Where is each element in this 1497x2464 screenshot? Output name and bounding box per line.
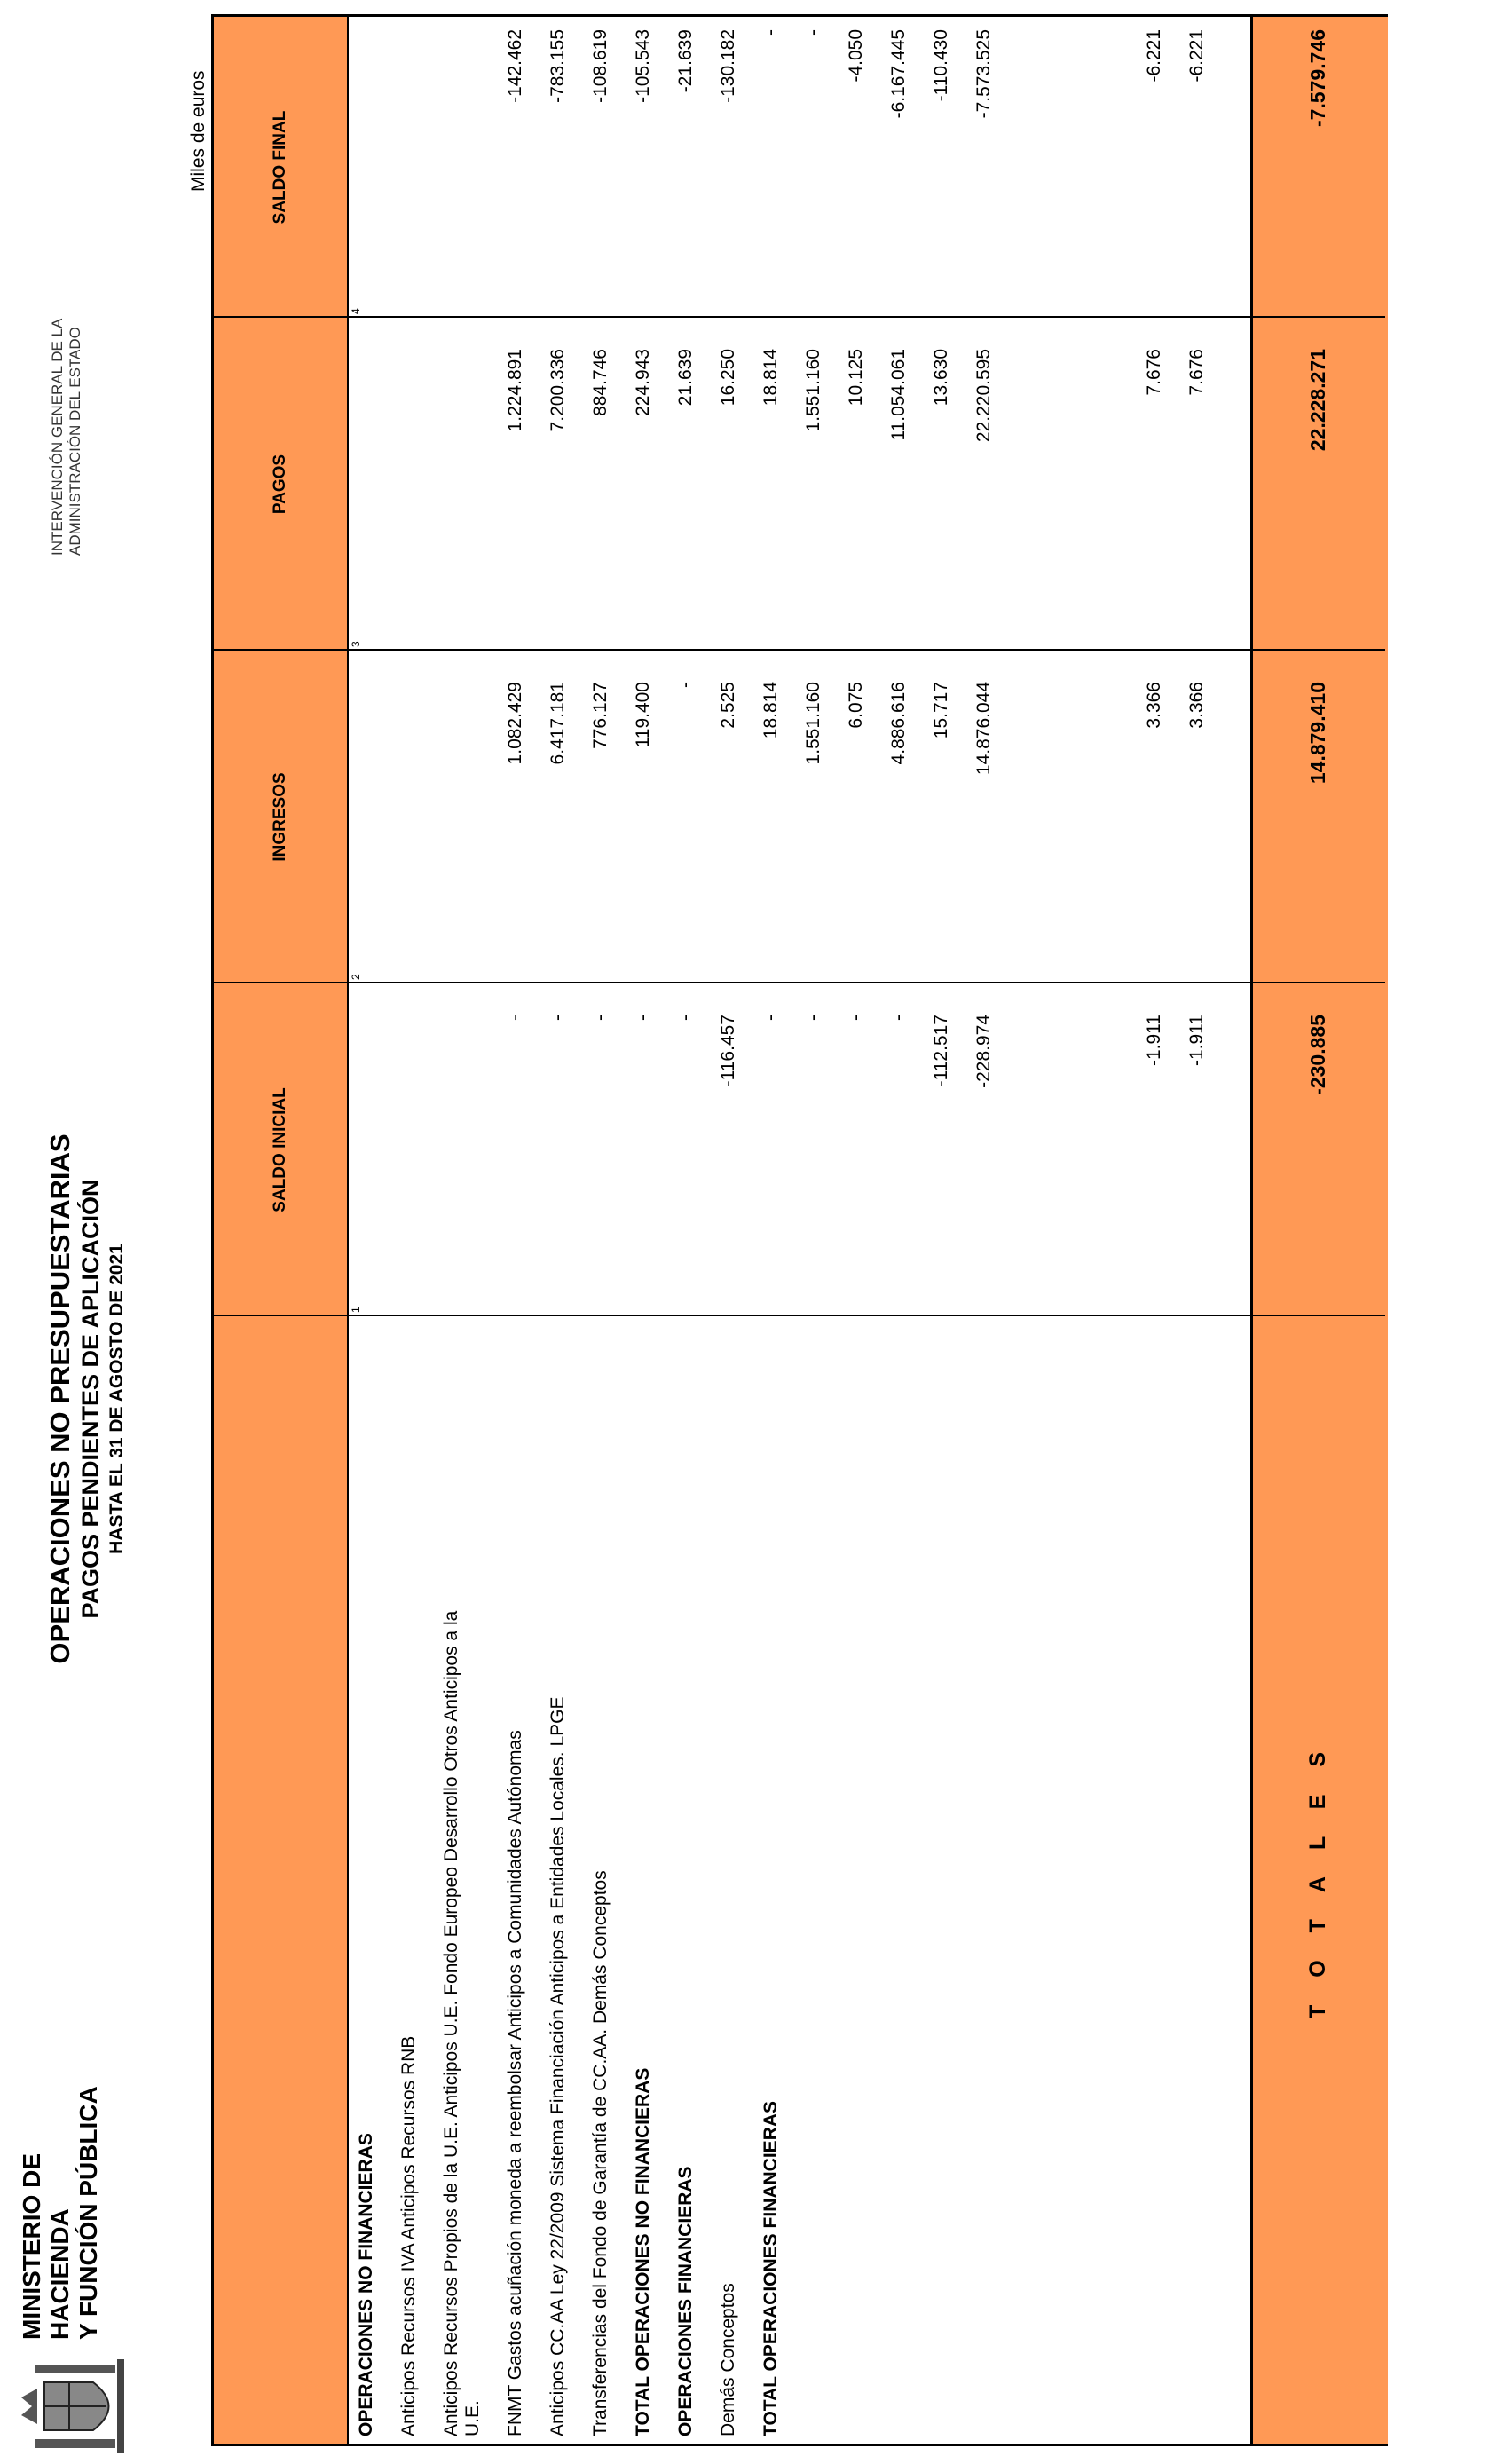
row-label: TOTAL OPERACIONES NO FINANCIERAS [633,2067,653,2436]
report-subtitle: PAGOS PENDIENTES DE APLICACIÓN [77,1179,104,1619]
cell-ingresos: 3.366 [1186,682,1207,729]
row-label: OPERACIONES FINANCIERAS [675,2166,696,2436]
cell-saldo-final: - [803,29,823,36]
cell-saldo-final: -6.167.445 [888,29,909,119]
totals-label: T O T A L E S [1304,1741,1330,2019]
cell-saldo-final: -110.430 [931,29,951,102]
column-header-saldo-inicial: SALDO INICIAL [271,1087,289,1212]
cell-saldo-inicial: - [633,1015,653,1021]
igae-label [49,319,84,556]
column-number: 2 [350,974,362,980]
cell-saldo-final: -21.639 [675,29,696,93]
cell-ingresos: 6.075 [846,682,866,729]
cell-saldo-inicial: - [548,1015,568,1021]
cell-pagos: 1.224.891 [505,349,525,432]
cell-saldo-inicial: - [803,1015,823,1021]
cell-saldo-final: -105.543 [633,29,653,103]
cell-saldo-inicial: - [590,1015,611,1021]
row-label: FNMT Gastos acuñación moneda a reembolsar Anticipos a Comunidades Autónomas [505,1730,525,2436]
cell-pagos: 1.551.160 [803,349,823,432]
cell-pagos: 11.054.061 [888,349,909,441]
column-number: 3 [350,641,362,647]
row-label: Transferencias del Fondo de Garantía de CC.AA. Demás Conceptos [590,1870,611,2436]
cell-pagos: 7.200.336 [548,349,568,432]
ministry-line: Y FUNCIÓN PÚBLICA [75,2086,102,2340]
cell-saldo-final: -108.619 [590,29,611,103]
column-header-ingresos: INGRESOS [271,772,289,862]
cell-saldo-final: -130.182 [718,29,738,103]
cell-saldo-final: -142.462 [505,29,525,103]
row-label: Demás Conceptos [718,2283,738,2436]
report-period: HASTA EL 31 DE AGOSTO DE 2021 [106,1244,127,1554]
cell-saldo-inicial: - [888,1015,909,1021]
cell-saldo-inicial: - [505,1015,525,1021]
cell-saldo-final: -6.221 [1186,29,1207,83]
row-label: Anticipos Recursos Propios de la U.E. Anticipos U.E. Fondo Europeo Desarrollo Otros Anticipos a la [441,1610,461,2436]
row-label: TOTAL OPERACIONES FINANCIERAS [760,2100,781,2436]
units-label: Miles de euros [188,70,209,192]
cell-ingresos: 1.082.429 [505,682,525,765]
cell-ingresos: 14.876.044 [973,682,994,776]
ministry-line: MINISTERIO DE [18,2152,45,2340]
igae-line: INTERVENCIÓN GENERAL DE LA [49,318,66,556]
column-divider [214,1315,1385,1316]
column-header-pagos: PAGOS [271,454,289,515]
cell-ingresos: 4.886.616 [888,682,909,765]
total-saldo-inicial: -230.885 [1305,1015,1329,1095]
cell-saldo-inicial: - [675,1015,696,1021]
igae-line: ADMINISTRACIÓN DEL ESTADO [67,327,83,556]
column-divider [214,649,1385,651]
ministry-line: HACIENDA [46,2208,74,2340]
cell-ingresos: 1.551.160 [803,682,823,765]
cell-pagos: 22.220.595 [973,349,994,443]
cell-saldo-final: -7.573.525 [973,29,994,119]
report-titles [44,955,130,1843]
cell-saldo-inicial: -1.911 [1186,1015,1207,1066]
cell-ingresos: 2.525 [718,682,738,729]
cell-pagos: 13.630 [931,349,951,407]
column-divider [214,982,1385,983]
coat-of-arms-icon [9,2357,133,2455]
cell-pagos: 18.814 [760,349,781,407]
cell-pagos: 10.125 [846,349,866,407]
cell-saldo-inicial: - [760,1015,781,1021]
cell-saldo-inicial: -112.517 [931,1015,951,1087]
cell-ingresos: 776.127 [590,682,611,749]
row-label: Anticipos Recursos IVA Anticipos Recursos RNB [398,2035,419,2436]
cell-saldo-final: - [760,29,781,36]
row-label: Anticipos CC.AA Ley 22/2009 Sistema Financiación Anticipos a Entidades Locales. LPGE [548,1696,568,2436]
cell-saldo-inicial: -1.911 [1144,1015,1164,1066]
cell-pagos: 7.676 [1144,349,1164,396]
cell-pagos: 16.250 [718,349,738,407]
cell-pagos: 21.639 [675,349,696,407]
cell-saldo-inicial: - [846,1015,866,1021]
cell-pagos: 224.943 [633,349,653,416]
cell-ingresos: 3.366 [1144,682,1164,729]
cell-ingresos: 18.814 [760,682,781,739]
report-title: OPERACIONES NO PRESUPUESTARIAS [44,1133,75,1664]
cell-saldo-inicial: -228.974 [973,1015,994,1088]
column-header-saldo-final: SALDO FINAL [271,110,289,225]
column-number: 4 [350,308,362,314]
total-pagos: 22.228.271 [1305,349,1329,452]
cell-ingresos: 6.417.181 [548,682,568,765]
column-divider [214,316,1385,318]
data-table [211,14,1388,2446]
cell-ingresos: 15.717 [931,682,951,739]
cell-pagos: 7.676 [1186,349,1207,396]
cell-ingresos: - [675,682,696,688]
cell-saldo-inicial: -116.457 [718,1015,738,1087]
cell-saldo-final: -783.155 [548,29,568,103]
column-number: 1 [350,1307,362,1313]
cell-saldo-final: -4.050 [846,29,866,83]
row-label: OPERACIONES NO FINANCIERAS [356,2133,376,2436]
ministry-name [18,2086,103,2340]
total-ingresos: 14.879.410 [1305,682,1329,785]
row-label: U.E. [462,2400,483,2436]
cell-ingresos: 119.400 [633,682,653,748]
cell-saldo-final: -6.221 [1144,29,1164,83]
total-saldo-final: -7.579.746 [1305,29,1329,127]
cell-pagos: 884.746 [590,349,611,416]
